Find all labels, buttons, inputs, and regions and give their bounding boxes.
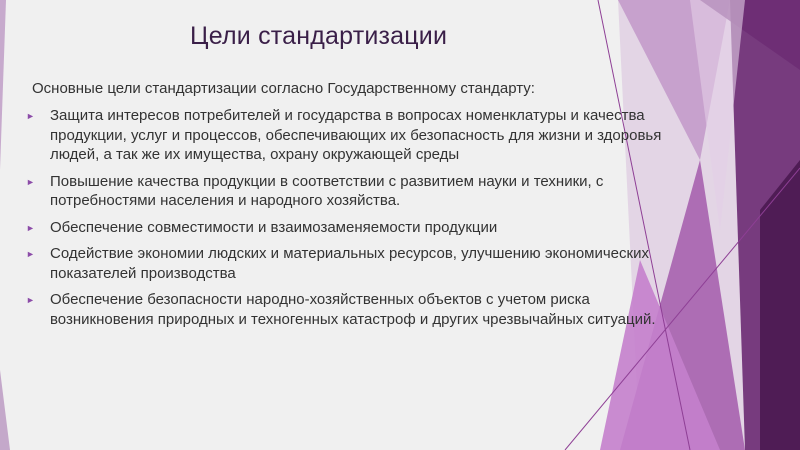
bullet-arrow-icon: ► xyxy=(26,249,35,259)
right-facet-deep xyxy=(760,160,800,450)
bullet-arrow-icon: ► xyxy=(26,176,35,187)
bullet-item-3 xyxy=(26,218,666,238)
bullet-item-1 xyxy=(26,106,666,165)
left-facet xyxy=(0,0,6,170)
bullet-text: Содействие экономии людских и материальных ресурсов, улучшению экономических показателей производства xyxy=(50,245,649,282)
bullet-arrow-icon: ► xyxy=(26,295,35,305)
bullet-text: Обеспечение совместимости и взаимозаменяемости продукции xyxy=(50,218,498,236)
left-bottom-facet xyxy=(0,370,10,450)
bullet-text: Повышение качества продукции в соответствии с развитием науки и техники, с потребностями населения и народного хозяйства. xyxy=(50,172,604,209)
bullet-arrow-icon: ► xyxy=(26,111,35,121)
slide-title: Цели стандартизации xyxy=(190,22,448,50)
bullet-arrow-icon: ► xyxy=(26,222,35,233)
bullet-text: Защита интересов потребителей и государства в вопросах номенклатуры и качества продукции, услуг и процессов, обеспечивающих их безопасность для жизни и здоровья людей, а так же их имущества, охрану окружающей среды xyxy=(50,107,662,163)
bullet-text: Обеспечение безопасности народно-хозяйственных объектов с учетом риска возникновения природных и техногенных катастроф и других чрезвычайных ситуаций. xyxy=(50,291,656,328)
bullet-list xyxy=(26,106,666,336)
intro-text: Основные цели стандартизации согласно Государственному стандарту: xyxy=(32,80,535,97)
bullet-item-4 xyxy=(26,244,666,283)
bullet-item-5 xyxy=(26,290,666,329)
bullet-item-2 xyxy=(26,172,666,211)
